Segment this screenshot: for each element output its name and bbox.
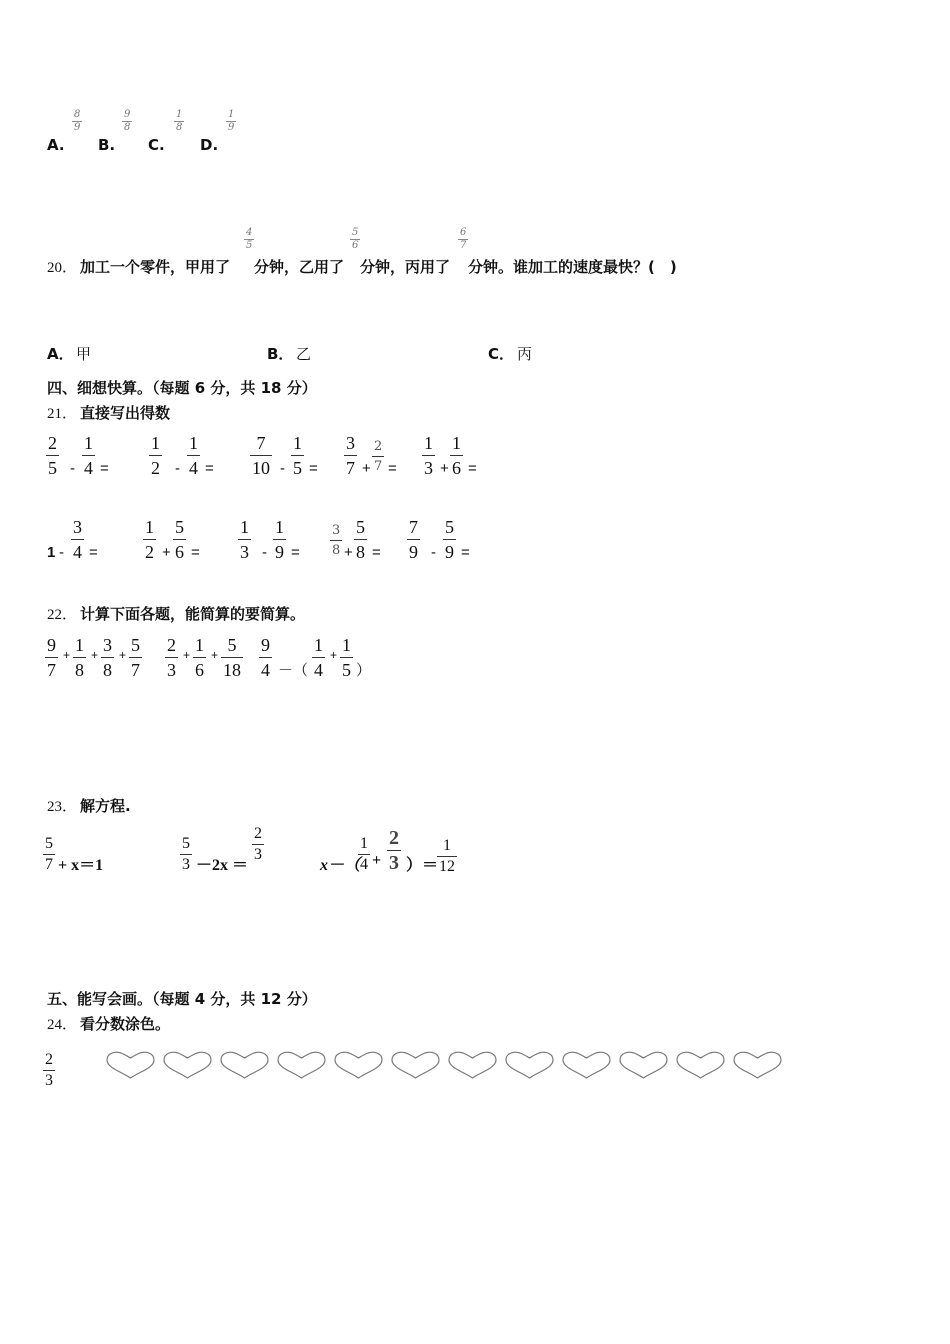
q23-eq3-post: ）＝ — [406, 857, 439, 874]
q21-r2-c5-a: 7 9 — [409, 517, 418, 562]
q20-text-3: 分钟，丙用了 — [360, 258, 451, 276]
q23-eq1-fraction: 5 7 — [45, 835, 53, 873]
q22-e2-f2: 1 6 — [195, 635, 204, 680]
q22-e2-op2: + — [211, 648, 219, 662]
q22-e3-b: 1 4 — [314, 635, 323, 680]
q23-eq3-b: 2 3 — [389, 827, 399, 874]
q21-r1-c5-eq: = — [468, 460, 477, 477]
q22-e2-f3: 5 18 — [223, 635, 241, 680]
q21-r1-c4-b: 2 7 — [374, 439, 383, 474]
q20-option-a-text: 甲 — [76, 345, 92, 363]
hearts-row — [105, 1050, 783, 1080]
option-c-fraction: 1 8 — [176, 109, 183, 133]
q20-text-1: 加工一个零件，甲用了 — [80, 258, 231, 276]
option-b-fraction: 9 8 — [124, 109, 131, 133]
heart-shape[interactable] — [162, 1050, 213, 1080]
q23-eq2-result: 2 3 — [254, 825, 262, 863]
q21-r2-c5-op: - — [431, 544, 436, 561]
q20-option-c-label: C． — [488, 345, 515, 363]
q21-title: 直接写出得数 — [80, 404, 171, 422]
heart-shape[interactable] — [276, 1050, 327, 1080]
heart-shape[interactable] — [105, 1050, 156, 1080]
q20-option-b-text: 乙 — [296, 345, 312, 363]
q21-r2-c5-eq: = — [461, 544, 470, 561]
q21-r1-c2-eq: = — [205, 460, 214, 477]
q20-fraction-1: 4 5 — [246, 227, 253, 251]
option-b-label: B. — [98, 136, 116, 154]
q21-r1-c1-op: - — [70, 460, 75, 477]
q20-text-2: 分钟，乙用了 — [254, 258, 345, 276]
q21-r1-c2-a: 1 2 — [151, 433, 160, 478]
q21-r1-c4-a: 3 7 — [346, 433, 355, 478]
q21-r1-c5-a: 1 3 — [424, 433, 433, 478]
q21-r1-c4-eq: = — [388, 460, 397, 477]
q20-option-c-text: 丙 — [517, 345, 533, 363]
q21-r2-c2-op: + — [162, 544, 171, 561]
q23-eq3-result: 1 12 — [439, 837, 455, 875]
q21-r2-c4-eq: = — [372, 544, 381, 561]
q20-fraction-3: 6 7 — [460, 227, 467, 251]
q23-eq2-fraction: 5 3 — [182, 835, 190, 873]
q21-r2-c5-b: 5 9 — [445, 517, 454, 562]
q21-r1-c1-b: 1 4 — [84, 433, 93, 478]
q22-e1-op1: + — [63, 648, 71, 662]
q21-r2-c3-op: - — [262, 544, 267, 561]
q24-number: 24． — [47, 1017, 78, 1033]
q21-r1-c2-b: 1 4 — [189, 433, 198, 478]
q21-r2-c1-op: - — [59, 544, 64, 561]
q21-r1-c3-op: - — [280, 460, 285, 477]
q22-e2-op1: + — [183, 648, 191, 662]
q22-e3-a: 9 4 — [261, 635, 270, 680]
q21-r2-c3-eq: = — [291, 544, 300, 561]
heart-shape[interactable] — [504, 1050, 555, 1080]
q22-e3-c: 1 5 — [342, 635, 351, 680]
q20-option-a-label: A． — [47, 345, 74, 363]
q21-r2-c1-eq: = — [89, 544, 98, 561]
q23-eq3-a: 1 4 — [360, 835, 368, 873]
q24-title: 看分数涂色。 — [80, 1015, 171, 1033]
heart-shape[interactable] — [732, 1050, 783, 1080]
q23-eq2-mid: －2x ＝ — [196, 857, 249, 874]
heart-shape[interactable] — [618, 1050, 669, 1080]
q21-r2-c4-op: + — [344, 544, 353, 561]
section-4-title: 四、细想快算。（每题 6 分，共 18 分） — [47, 379, 317, 397]
q21-r2-c2-a: 1 2 — [145, 517, 154, 562]
q22-e3-plus: + — [330, 648, 338, 662]
option-a-label: A. — [47, 136, 65, 154]
q21-r1-c3-b: 1 5 — [293, 433, 302, 478]
q23-eq3-pre: x－（ — [320, 857, 361, 874]
q21-r1-c5-op: + — [440, 460, 449, 477]
q21-r2-c3-b: 1 9 — [275, 517, 284, 562]
q23-number: 23． — [47, 799, 78, 815]
heart-shape[interactable] — [561, 1050, 612, 1080]
heart-shape[interactable] — [390, 1050, 441, 1080]
q21-r2-c2-eq: = — [191, 544, 200, 561]
q22-e1-f4: 5 7 — [131, 635, 140, 680]
q20-text-4: 分钟。谁加工的速度最快？( ) — [468, 258, 677, 276]
option-a-fraction: 8 9 — [74, 109, 81, 133]
q22-e1-op3: + — [119, 648, 127, 662]
q23-eq1-rest: + x＝1 — [58, 857, 104, 874]
option-d-fraction: 1 9 — [228, 109, 235, 133]
heart-shape[interactable] — [219, 1050, 270, 1080]
q21-r2-c3-a: 1 3 — [240, 517, 249, 562]
q21-r1-c3-a: 7 10 — [252, 433, 270, 478]
q22-title: 计算下面各题，能简算的要简算。 — [80, 605, 306, 623]
q20-number: 20． — [47, 260, 78, 276]
q22-e3-close: ） — [356, 661, 372, 679]
q23-eq3-plus: + — [372, 852, 382, 869]
q21-r2-c4-b: 5 8 — [356, 517, 365, 562]
q21-r2-c2-b: 5 6 — [175, 517, 184, 562]
q22-e1-f3: 3 8 — [103, 635, 112, 680]
heart-shape[interactable] — [675, 1050, 726, 1080]
q21-r1-c2-op: - — [175, 460, 180, 477]
q21-r1-c1-a: 2 5 — [48, 433, 57, 478]
option-c-label: C. — [148, 136, 165, 154]
heart-shape[interactable] — [333, 1050, 384, 1080]
q21-r2-c1-b: 3 4 — [73, 517, 82, 562]
q22-e1-op2: + — [91, 648, 99, 662]
q21-r1-c1-eq: = — [100, 460, 109, 477]
q23-title: 解方程. — [80, 797, 131, 815]
q20-option-b-label: B． — [267, 345, 294, 363]
option-d-label: D. — [200, 136, 219, 154]
q21-r1-c4-op: + — [362, 460, 371, 477]
q22-number: 22． — [47, 607, 78, 623]
q21-r2-c1-int: 1 — [47, 544, 56, 561]
q21-r1-c3-eq: = — [309, 460, 318, 477]
q21-r1-c5-b: 1 6 — [452, 433, 461, 478]
q21-r2-c4-a: 3 8 — [332, 523, 341, 558]
q22-e3-minus: －（ — [278, 661, 309, 679]
q22-e2-f1: 2 3 — [167, 635, 176, 680]
heart-shape[interactable] — [447, 1050, 498, 1080]
q20-fraction-2: 5 6 — [352, 227, 359, 251]
section-5-title: 五、能写会画。（每题 4 分，共 12 分） — [47, 990, 317, 1008]
q21-number: 21． — [47, 406, 78, 422]
q24-fraction: 2 3 — [45, 1051, 53, 1089]
q22-e1-f2: 1 8 — [75, 635, 84, 680]
q22-e1-f1: 9 7 — [47, 635, 56, 680]
